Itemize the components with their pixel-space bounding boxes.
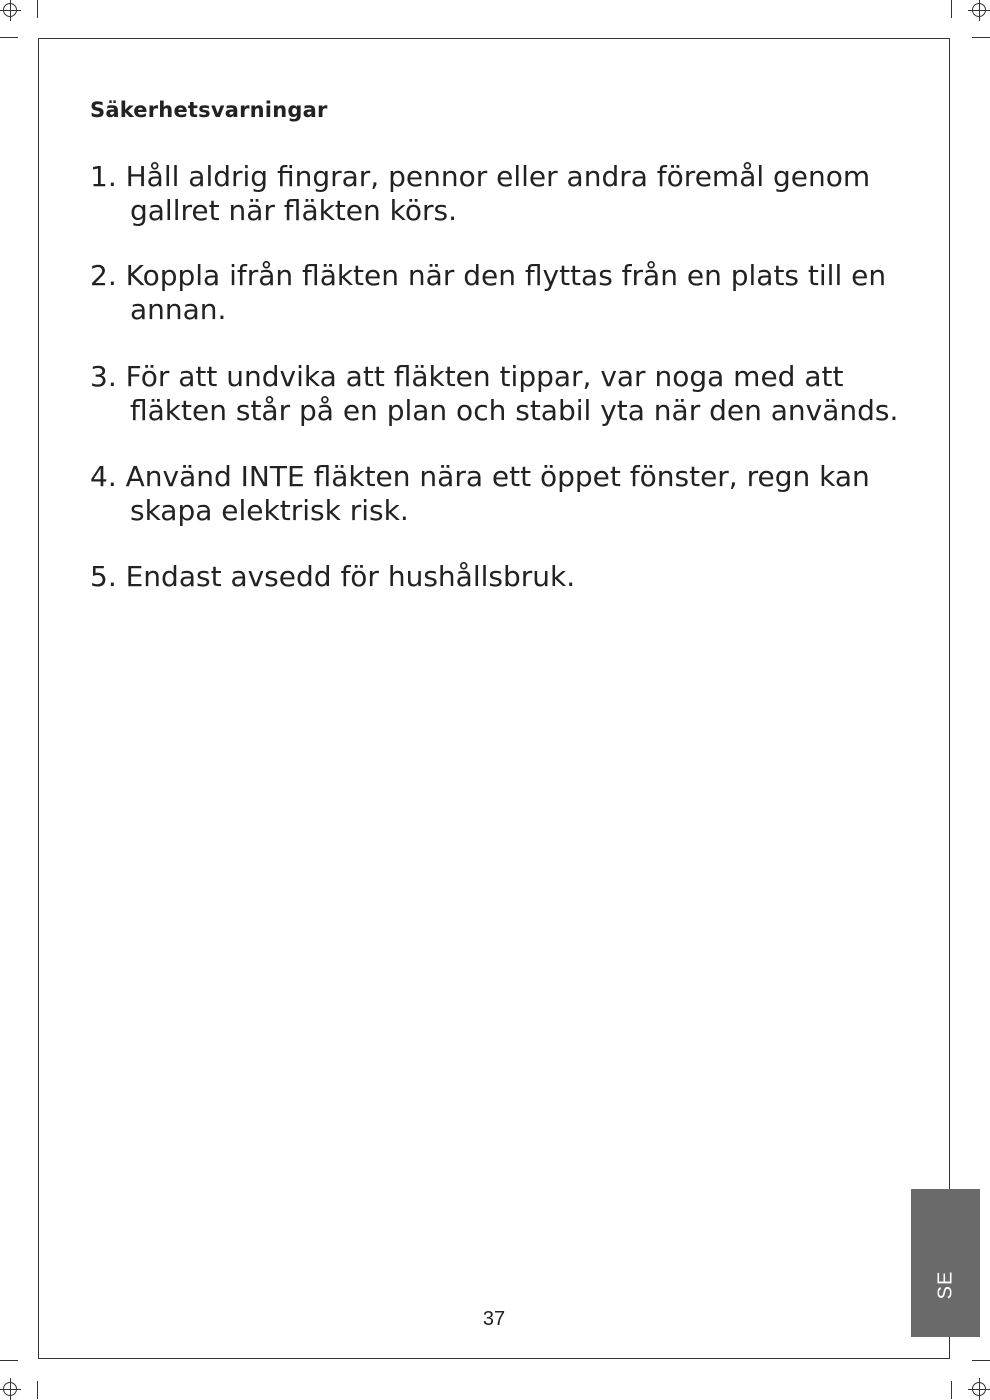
safety-item-text: 4. Använd INTE fläkten nära ett öppet fönster, regn kan xyxy=(90,460,870,493)
safety-item-continuation: fläkten står på en plan och stabil yta när den används. xyxy=(130,394,899,427)
crop-mark xyxy=(37,1381,38,1399)
safety-item-5 xyxy=(90,560,890,594)
registration-mark-bottom-right-icon xyxy=(972,1382,986,1396)
registration-mark-top-left-icon xyxy=(3,3,17,17)
safety-item-1 xyxy=(90,160,890,228)
safety-item-continuation: annan. xyxy=(130,293,227,326)
safety-item-text: 3. För att undvika att fläkten tippar, var noga med att xyxy=(90,360,844,393)
safety-item-continuation: skapa elektrisk risk. xyxy=(130,494,409,527)
crop-mark xyxy=(0,37,18,38)
crop-mark xyxy=(951,1381,952,1399)
safety-item-text: 2. Koppla ifrån fläkten när den flyttas från en plats till en xyxy=(90,259,887,292)
page-border xyxy=(38,38,950,1359)
safety-item-continuation: gallret när fläkten körs. xyxy=(130,194,458,227)
safety-item-text: 1. Håll aldrig fingrar, pennor eller andra föremål genom xyxy=(90,160,871,193)
crop-mark xyxy=(0,1360,18,1361)
safety-item-text: 5. Endast avsedd för hushållsbruk. xyxy=(90,560,576,593)
safety-item-4 xyxy=(90,460,890,528)
page-number: 37 xyxy=(482,1308,506,1330)
language-tab xyxy=(911,1189,980,1337)
language-tab-label: SE xyxy=(934,1270,956,1300)
registration-mark-bottom-left-icon xyxy=(3,1382,17,1396)
safety-item-3 xyxy=(90,360,899,428)
registration-mark-top-right-icon xyxy=(972,3,986,17)
safety-item-2 xyxy=(90,259,890,327)
crop-mark xyxy=(37,0,38,18)
crop-mark xyxy=(972,37,990,38)
crop-mark xyxy=(951,0,952,18)
section-heading: Säkerhetsvarningar xyxy=(90,98,328,122)
crop-mark xyxy=(972,1360,990,1361)
